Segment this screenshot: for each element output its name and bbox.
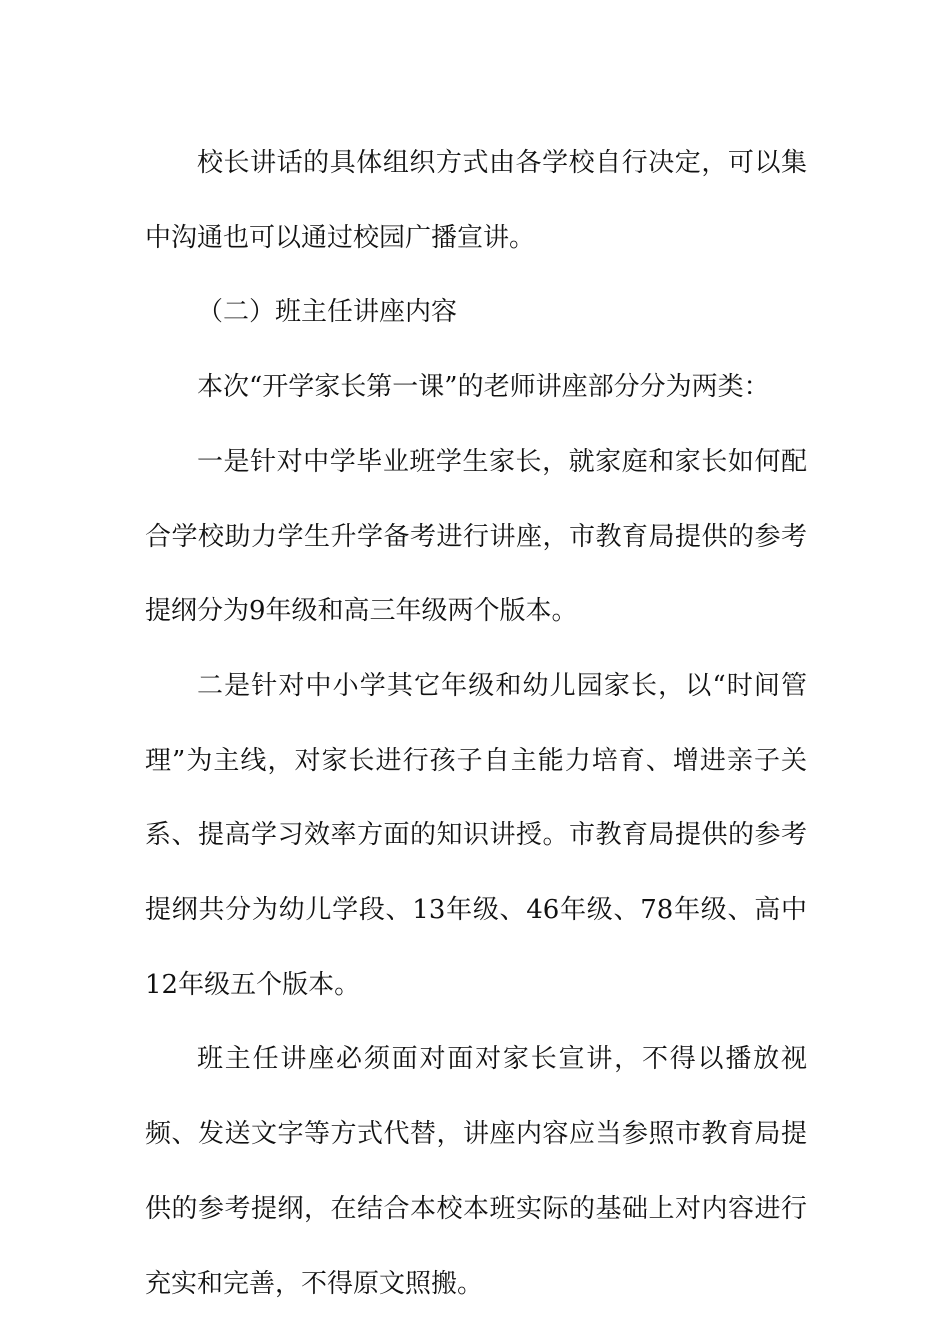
document-body [145,126,807,1321]
paragraph-lecture-requirements: 班主任讲座必须面对面对家长宣讲，不得以播放视频、发送文字等方式代替，讲座内容应当参照市教育局提供的参考提纲，在结合本校本班实际的基础上对内容进行充实和完善，不得原文照搬。 [145,1044,807,1299]
paragraph-graduating-class: 一是针对中学毕业班学生家长，就家庭和家长如何配合学校助力学生升学备考进行讲座，市教育局提供的参考提纲分为9年级和高三年级两个版本。 [145,446,807,627]
paragraph-principal-speech: 校长讲话的具体组织方式由各学校自行决定，可以集中沟通也可以通过校园广播宣讲。 [145,148,807,253]
paragraph-other-grades: 二是针对中小学其它年级和幼儿园家长，以“时间管理”为主线，对家长进行孩子自主能力培育、增进亲子关系、提高学习效率方面的知识讲授。市教育局提供的参考提纲共分为幼儿学段、13年级、46年级、78年级、高中12年级五个版本。 [145,670,807,1000]
section-heading-lecture-content: （二）班主任讲座内容 [197,297,458,328]
paragraph-lecture-types: 本次“开学家长第一课”的老师讲座部分分为两类： [197,372,770,403]
